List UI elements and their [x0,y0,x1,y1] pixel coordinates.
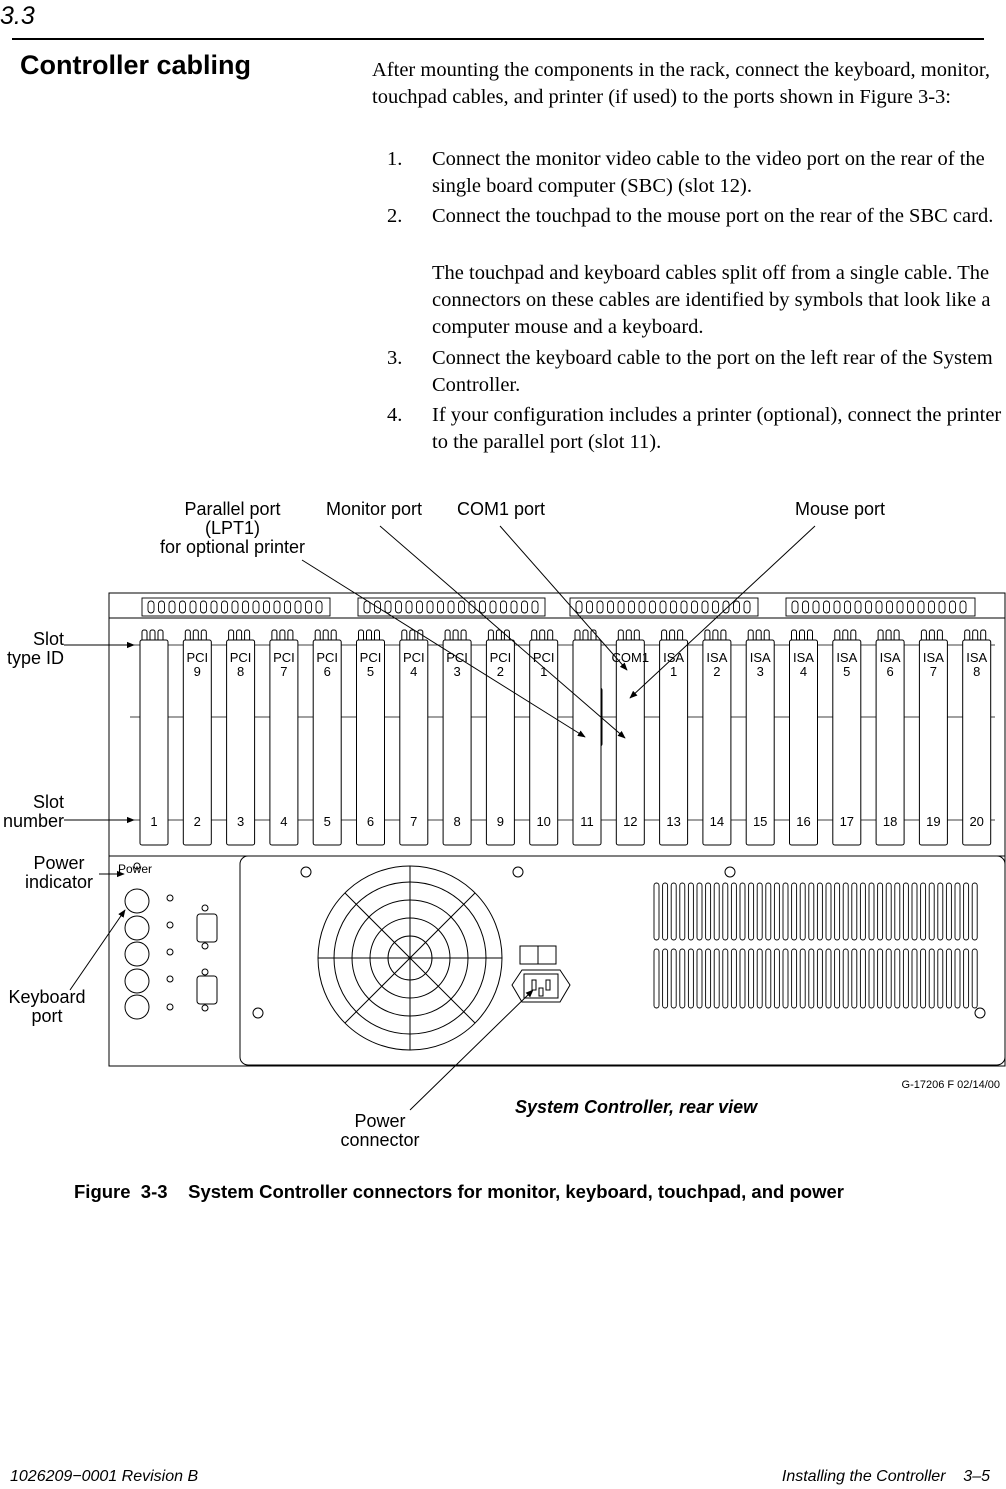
footer-doc-number: 1026209−0001 Revision B [10,1468,199,1485]
slot-type-index: 1 [540,664,548,679]
slot-number-label: 14 [709,814,725,829]
com1-port-callout: COM1 port [456,499,546,519]
intro-paragraph: After mounting the components in the rack, connect the keyboard, monitor, touchpad cables, and printer (if used) to the ports shown in Figure 3-3: [372,59,990,108]
callout-line: (LPT1) [204,518,260,538]
power-connector-leader [410,990,533,1110]
fan-grille [318,866,502,1050]
vent-group [786,598,975,616]
slot-type-id: PCI [273,650,295,665]
slot-number-label: 12 [623,814,638,829]
slot-type-id: ISA [749,650,771,665]
slot-type-index: 5 [366,664,375,679]
slot-type-id: ISA [836,650,858,665]
step-text: Connect the monitor video cable to the video port on the rear of the single board computer (SBC) (slot 12). [432,148,985,197]
callout-line: indicator [24,872,94,892]
slot-number-label: 10 [536,814,551,829]
parallel-port-callout [150,500,315,557]
callout-line: for optional printer [159,537,306,557]
top-vents [142,598,975,616]
slot-type-id: ISA [706,650,728,665]
slot-type-index: 2 [713,664,721,679]
callout-line: connector [340,1130,420,1150]
keyboard-port-callout [0,988,94,1026]
slot-number-label: 11 [580,814,594,829]
slot-number-label: 8 [453,814,461,829]
slot-type-index: 6 [323,664,331,679]
slot-type-id: COM1 [611,650,650,665]
slot-number-label: 2 [193,814,201,829]
section-title: Controller cabling [20,50,252,80]
slot-number-callout [0,793,64,831]
footer-page-info [782,1468,990,1486]
header-rule [12,38,984,40]
slot-number-label: 20 [969,814,984,829]
footer-chapter: Installing the Controller [781,1468,946,1485]
slot-type-id: PCI [186,650,209,665]
step-note: The touchpad and keyboard cables split off from a single cable. The connectors on these cables are identified by symbols that look like a computer mouse and a keyboard. [432,262,991,338]
figure-caption-text: System Controller connectors for monitor, keyboard, touchpad, and power [188,1181,844,1202]
step-number: 2. [387,205,403,227]
figure-caption [74,1181,844,1203]
slot-number-label: 6 [366,814,375,829]
slot-type-index: 4 [799,664,808,679]
footer-page-number: 3–5 [963,1468,990,1485]
figure-label: Figure 3-3 [74,1181,168,1202]
slot-type-index: 9 [193,664,201,679]
slot-number-label: 5 [323,814,331,829]
drawing-id: G-17206 F 02/14/00 [901,1079,1000,1091]
slot-cards [140,630,991,845]
power-indicator-callout [14,854,104,892]
callout-line: Slot [32,629,64,649]
slot-type-index: 3 [756,664,764,679]
view-title: System Controller, rear view [515,1097,758,1117]
slot-type-id-callout [0,630,64,668]
slot-type-index: 8 [973,664,981,679]
slot-number-label: 9 [496,814,505,829]
slot-number-label: 16 [796,814,811,829]
power-panel-label: Power [118,862,153,876]
callout-line: Parallel port [184,499,281,519]
callout-line: Power [354,1111,406,1131]
slot-type-id: ISA [966,650,988,665]
slot-number-label: 17 [839,814,855,829]
slot-type-id: PCI [316,650,339,665]
slot-type-index: 6 [886,664,894,679]
power-inlet [512,946,570,1002]
controller-rear-view-drawing [0,480,1006,1180]
slot-type-id: PCI [489,650,512,665]
step-text: Connect the keyboard cable to the port on the left rear of the System Controller. [432,347,993,396]
slot-type-index: 5 [843,664,851,679]
step-text: If your configuration includes a printer (optional), connect the printer to the parallel port (slot 11). [432,404,1002,453]
step-number: 4. [387,404,403,426]
step-number: 1. [387,148,403,170]
step-number: 3. [387,347,403,369]
slot-type-id: PCI [229,650,252,665]
slot-type-id: PCI [446,650,468,665]
psu-vents [654,883,977,1008]
callout-line: port [31,1006,63,1026]
slot-type-index: 3 [453,664,461,679]
power-supply-panel [240,856,1005,1065]
power-connector-callout [330,1112,430,1150]
slot-number-label: 4 [280,814,288,829]
slot-type-id: ISA [663,650,685,665]
slot-type-index: 7 [280,664,288,679]
slot-type-index: 4 [410,664,418,679]
slot-type-id: ISA [922,650,944,665]
slot-type-index: 2 [496,664,505,679]
slot-type-id: ISA [879,650,901,665]
keyboard-port [125,889,149,913]
callout-line: Slot [32,792,64,812]
step-text: Connect the touchpad to the mouse port on the rear of the SBC card. [432,205,994,227]
callout-line: Keyboard [8,987,86,1007]
rear-view-figure [0,480,1006,1180]
callout-line: Power [33,853,85,873]
slot-type-id: PCI [359,650,382,665]
slot-number-label: 7 [410,814,418,829]
slot-type-index: 8 [236,664,245,679]
slot-type-id: PCI [532,650,555,665]
callout-line: number [2,811,64,831]
slot-type-id: PCI [402,650,425,665]
monitor-port-callout: Monitor port [325,499,423,519]
slot-number-label: 1 [150,814,158,829]
slot-number-label: 15 [752,814,768,829]
section-number: 3.3 [0,2,35,30]
slot-number-label: 3 [236,814,245,829]
mouse-port-callout: Mouse port [794,499,886,519]
slot-number-label: 19 [926,814,941,829]
slot-type-id: ISA [793,650,814,665]
slot-type-index: 7 [929,664,938,679]
slot-number-label: 13 [666,814,681,829]
slot-number-label: 18 [882,814,898,829]
slot-type-index: 1 [669,664,678,679]
callout-line: type ID [6,648,64,668]
keyboard-port-leader [70,910,125,990]
